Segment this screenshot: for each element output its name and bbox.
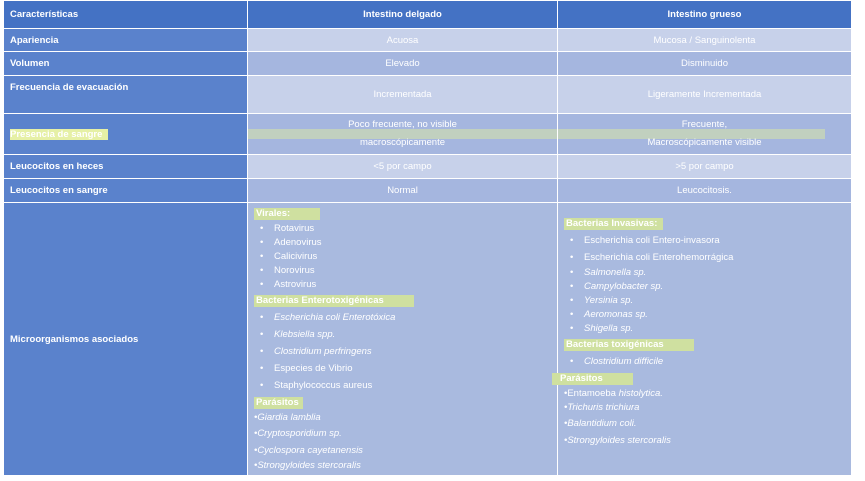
- list-item: • Shigella sp.: [570, 323, 634, 334]
- list-item: • Clostridium perfringens: [260, 346, 372, 357]
- cell-large: Ligeramente Incrementada: [558, 76, 852, 114]
- cell-line: Macroscópicamente visible: [647, 137, 762, 148]
- cell-large: Leucocitosis.: [558, 179, 852, 203]
- comparison-table: [3, 0, 852, 476]
- cell-line: Frecuente,: [681, 119, 728, 130]
- row-appearance: [4, 29, 852, 52]
- row-label: Presencia de sangre: [10, 129, 108, 140]
- row-label: Microorganismos asociados: [4, 203, 248, 476]
- header-large-intestine: Intestino grueso: [558, 1, 852, 29]
- list-item: • Adenovirus: [260, 237, 322, 248]
- list-item: •Strongyloides stercoralis: [564, 435, 671, 446]
- list-item: •Strongyloides stercoralis: [254, 460, 361, 471]
- list-item: •Trichuris trichiura: [564, 402, 640, 413]
- category-bacteria: Bacterias Enterotoxigénicas: [254, 295, 414, 307]
- row-label: Apariencia: [4, 29, 248, 52]
- cell-small: Incrementada: [248, 76, 558, 114]
- row-label: Leucocitos en sangre: [4, 179, 248, 203]
- cell-small: Elevado: [248, 52, 558, 76]
- list-item: • Astrovirus: [260, 279, 317, 290]
- row-label: Frecuencia de evacuación: [4, 76, 248, 114]
- row-microorganisms: [4, 203, 852, 476]
- list-item: • Escherichia coli Entero-invasora: [570, 235, 720, 246]
- cell-large: Mucosa / Sanguinolenta: [558, 29, 852, 52]
- list-item: • Norovirus: [260, 265, 315, 276]
- category-invasive: Bacterias Invasivas:: [564, 218, 663, 230]
- category-parasites: Parásitos: [552, 373, 633, 385]
- cell-small: Normal: [248, 179, 558, 203]
- cell-small: <5 por campo: [248, 155, 558, 179]
- header-small-intestine: Intestino delgado: [248, 1, 558, 29]
- list-item: • Especies de Vibrio: [260, 363, 353, 374]
- cell-large: [558, 114, 852, 155]
- category-toxigenic: Bacterias toxigénicas: [564, 339, 694, 351]
- cell-large-micro: [558, 203, 852, 476]
- row-label: Leucocitos en heces: [4, 155, 248, 179]
- list-item: • Klebsiella spp.: [260, 329, 336, 340]
- row-blood-leukocytes: [4, 179, 852, 203]
- list-item: • Escherichia coli Enterotóxica: [260, 312, 396, 323]
- header-row: [4, 1, 852, 29]
- list-item: • Calicivirus: [260, 251, 318, 262]
- list-item: •Cyclospora cayetanensis: [254, 445, 363, 456]
- row-stool-leukocytes: [4, 155, 852, 179]
- cell-large: Disminuido: [558, 52, 852, 76]
- list-item: • Aeromonas sp.: [570, 309, 648, 320]
- list-item: •Balantidium coli.: [564, 418, 637, 429]
- cell-small: Acuosa: [248, 29, 558, 52]
- cell-small: [248, 114, 558, 155]
- list-item: •Cryptosporidium sp.: [254, 428, 342, 439]
- row-volume: [4, 52, 852, 76]
- cell-line: Poco frecuente, no visible: [348, 119, 457, 130]
- category-parasites: Parásitos: [254, 397, 303, 409]
- row-blood: [4, 114, 852, 155]
- list-item: • Salmonella sp.: [570, 267, 647, 278]
- list-item: •Giardia lamblia: [254, 412, 321, 423]
- category-virales: Virales:: [254, 208, 320, 220]
- cell-large: >5 por campo: [558, 155, 852, 179]
- list-item: • Rotavirus: [260, 223, 315, 234]
- list-item: •Entamoeba histolytica.: [564, 388, 663, 399]
- row-label: Volumen: [4, 52, 248, 76]
- row-label-cell: [4, 114, 248, 155]
- list-item: • Escherichia coli Enterohemorrágica: [570, 252, 734, 263]
- header-characteristics: Características: [4, 1, 248, 29]
- list-item: • Campylobacter sp.: [570, 281, 664, 292]
- cell-small-micro: [248, 203, 558, 476]
- list-item: • Staphylococcus aureus: [260, 380, 373, 391]
- list-item: • Clostridium difficile: [570, 356, 664, 367]
- list-item: • Yersinia sp.: [570, 295, 634, 306]
- cell-line: macroscópicamente: [359, 137, 445, 148]
- row-frequency: [4, 76, 852, 114]
